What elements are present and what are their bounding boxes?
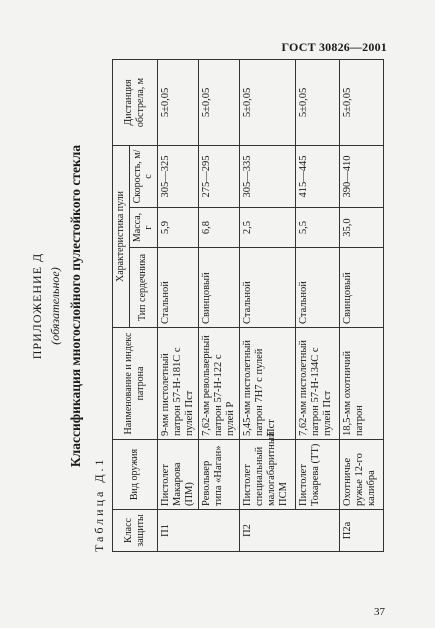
table-row — [198, 59, 239, 551]
header-bullet-characteristics: Характеристика пули — [113, 145, 130, 327]
cell-cartridge: 7,62-мм пистолетный патрон 57-Н-134С с пулей Пст — [295, 328, 339, 440]
standard-header: ГОСТ 30826—2001 — [281, 40, 387, 54]
header-cartridge: Наименование и индекс патрона — [113, 328, 158, 440]
cell-cartridge: 7,62-мм револьверный патрон 57-Н-122 с пулей Р — [198, 328, 239, 440]
cell-class: П2 — [239, 510, 295, 552]
appendix-subtitle: (обязательное) — [48, 267, 62, 345]
cell-class — [295, 510, 339, 552]
table-row — [157, 59, 198, 551]
table-row — [295, 59, 339, 551]
header-speed: Скорость, м/с — [129, 145, 157, 207]
table-row — [339, 59, 383, 551]
header-weapon: Вид оружия — [113, 440, 158, 510]
cell-class: П1 — [157, 510, 198, 552]
cell-core: Свинцовый — [339, 248, 383, 328]
cell-weapon: Пистолет Токарева (ТТ) — [295, 440, 339, 510]
cell-speed: 415—445 — [295, 145, 339, 207]
cell-class: П2а — [339, 510, 383, 552]
cell-speed: 275—295 — [198, 145, 239, 207]
cell-distance: 5±0,05 — [295, 59, 339, 145]
cell-speed: 390—410 — [339, 145, 383, 207]
cell-cartridge: 9-мм пистолетный патрон 57-Н-181С с пулей Пст — [157, 328, 198, 440]
cell-weapon: Пистолет специальный малогабаритный ПСМ — [239, 440, 295, 510]
header-class: Класс защиты — [113, 510, 158, 552]
cell-weapon: Пистолет Макарова (ПМ) — [157, 440, 198, 510]
header-distance: Дистанция обстрела, м — [113, 59, 158, 145]
cell-mass: 35,0 — [339, 208, 383, 248]
cell-class — [198, 510, 239, 552]
classification-table — [112, 59, 384, 552]
cell-mass: 6,8 — [198, 208, 239, 248]
cell-core: Стальной — [295, 248, 339, 328]
cell-distance: 5±0,05 — [157, 59, 198, 145]
header-core-type: Тип сердечника — [129, 248, 157, 328]
cell-core: Стальной — [157, 248, 198, 328]
cell-mass: 5,5 — [295, 208, 339, 248]
table-caption: Таблица Д.1 — [92, 456, 106, 552]
cell-mass: 2,5 — [239, 208, 295, 248]
page-number: 37 — [374, 606, 385, 618]
appendix-title: ПРИЛОЖЕНИЕ Д — [30, 252, 44, 360]
cell-distance: 5±0,05 — [239, 59, 295, 145]
cell-cartridge: 5,45-мм пистолетный патрон 7Н7 с пулей Пст — [239, 328, 295, 440]
cell-speed: 305—335 — [239, 145, 295, 207]
cell-core: Свинцовый — [198, 248, 239, 328]
cell-speed: 305—325 — [157, 145, 198, 207]
rotated-page-content — [28, 60, 388, 552]
cell-core: Стальной — [239, 248, 295, 328]
header-mass: Масса, г — [129, 208, 157, 248]
cell-weapon: Револьвер типа «Наган» — [198, 440, 239, 510]
cell-cartridge: 18,5-мм охотничий патрон — [339, 328, 383, 440]
cell-distance: 5±0,05 — [339, 59, 383, 145]
cell-mass: 5,9 — [157, 208, 198, 248]
classification-heading: Классификация многослойного пулестойкого стекла — [68, 144, 83, 468]
cell-distance: 5±0,05 — [198, 59, 239, 145]
table-row — [239, 59, 295, 551]
cell-weapon: Охотничье ружье 12-го калибра — [339, 440, 383, 510]
